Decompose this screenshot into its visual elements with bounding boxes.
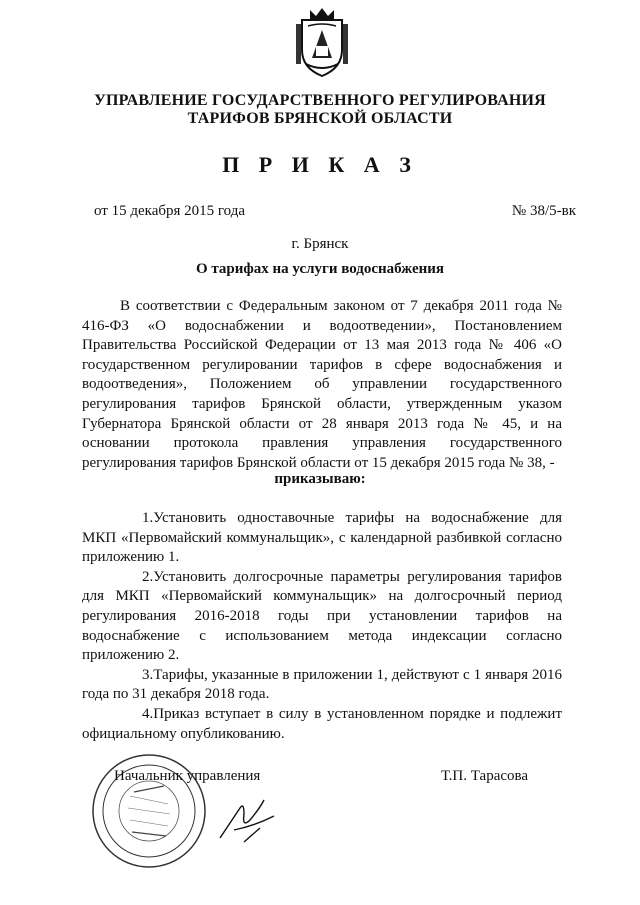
organization-name-line1: УПРАВЛЕНИЕ ГОСУДАРСТВЕННОГО РЕГУЛИРОВАНИЯ [94, 92, 546, 109]
order-item-number: 2. [142, 568, 154, 585]
document-city: г. Брянск [291, 236, 349, 252]
order-item [82, 568, 562, 666]
order-word: приказываю: [274, 471, 366, 487]
order-item-number: 4. [142, 705, 154, 722]
signatory-name: Т.П. Тарасова [441, 768, 529, 784]
order-item-text: Установить долгосрочные параметры регулирования тарифов для МКП «Первомайский коммунальщик» на долгосрочный период регулирования 2016-2018 годы при установлении тарифов на водоснабжение с использованием метода индексации согласно приложению 2. [82, 568, 562, 664]
document-date: от 15 декабря 2015 года [94, 203, 246, 219]
order-item-number: 3. [142, 666, 154, 683]
order-item [82, 666, 562, 705]
handwritten-signature [214, 790, 284, 850]
order-item-text: Тарифы, указанные в приложении 1, действуют с 1 января 2016 года по 31 декабря 2018 года. [82, 666, 562, 703]
order-item-number: 1. [142, 510, 154, 526]
document-subject: О тарифах на услуги водоснабжения [195, 261, 445, 277]
order-item-text: Приказ вступает в силу в установленном порядке и подлежит официальному опубликованию. [82, 705, 562, 742]
organization-name-line2: ТАРИФОВ БРЯНСКОЙ ОБЛАСТИ [187, 110, 453, 127]
document-number: № 38/5-вк [511, 203, 576, 219]
signatory-title: Начальник управления [114, 768, 261, 784]
preamble-paragraph: В соответствии с Федеральным законом от 7 декабря 2011 года № 416-ФЗ «О водоснабжении и водоотведении», Постановлением Правительства Российской Федерации от 13 мая 2013 года № 406 «О государственном регулировании тарифов в сфере водоснабжения и водоотведения», Положением об управлении государственного регулирования тарифов Брянской области, утвержденным указом Губернатора Брянской области от 28 января 2013 года № 45, и на основании протокола правления управления государственного регулирования тарифов Брянской области от 15 декабря 2015 года № 38, - [82, 298, 562, 471]
order-item-text: Установить одноставочные тарифы на водоснабжение для МКП «Первомайский коммунальщик», с календарной разбивкой согласно приложению 1. [82, 510, 562, 566]
order-item [82, 705, 562, 744]
order-item [82, 509, 562, 568]
coat-of-arms-emblem [290, 6, 354, 78]
order-items-list [82, 509, 562, 744]
document-type-title: П Р И К А З [222, 152, 418, 177]
